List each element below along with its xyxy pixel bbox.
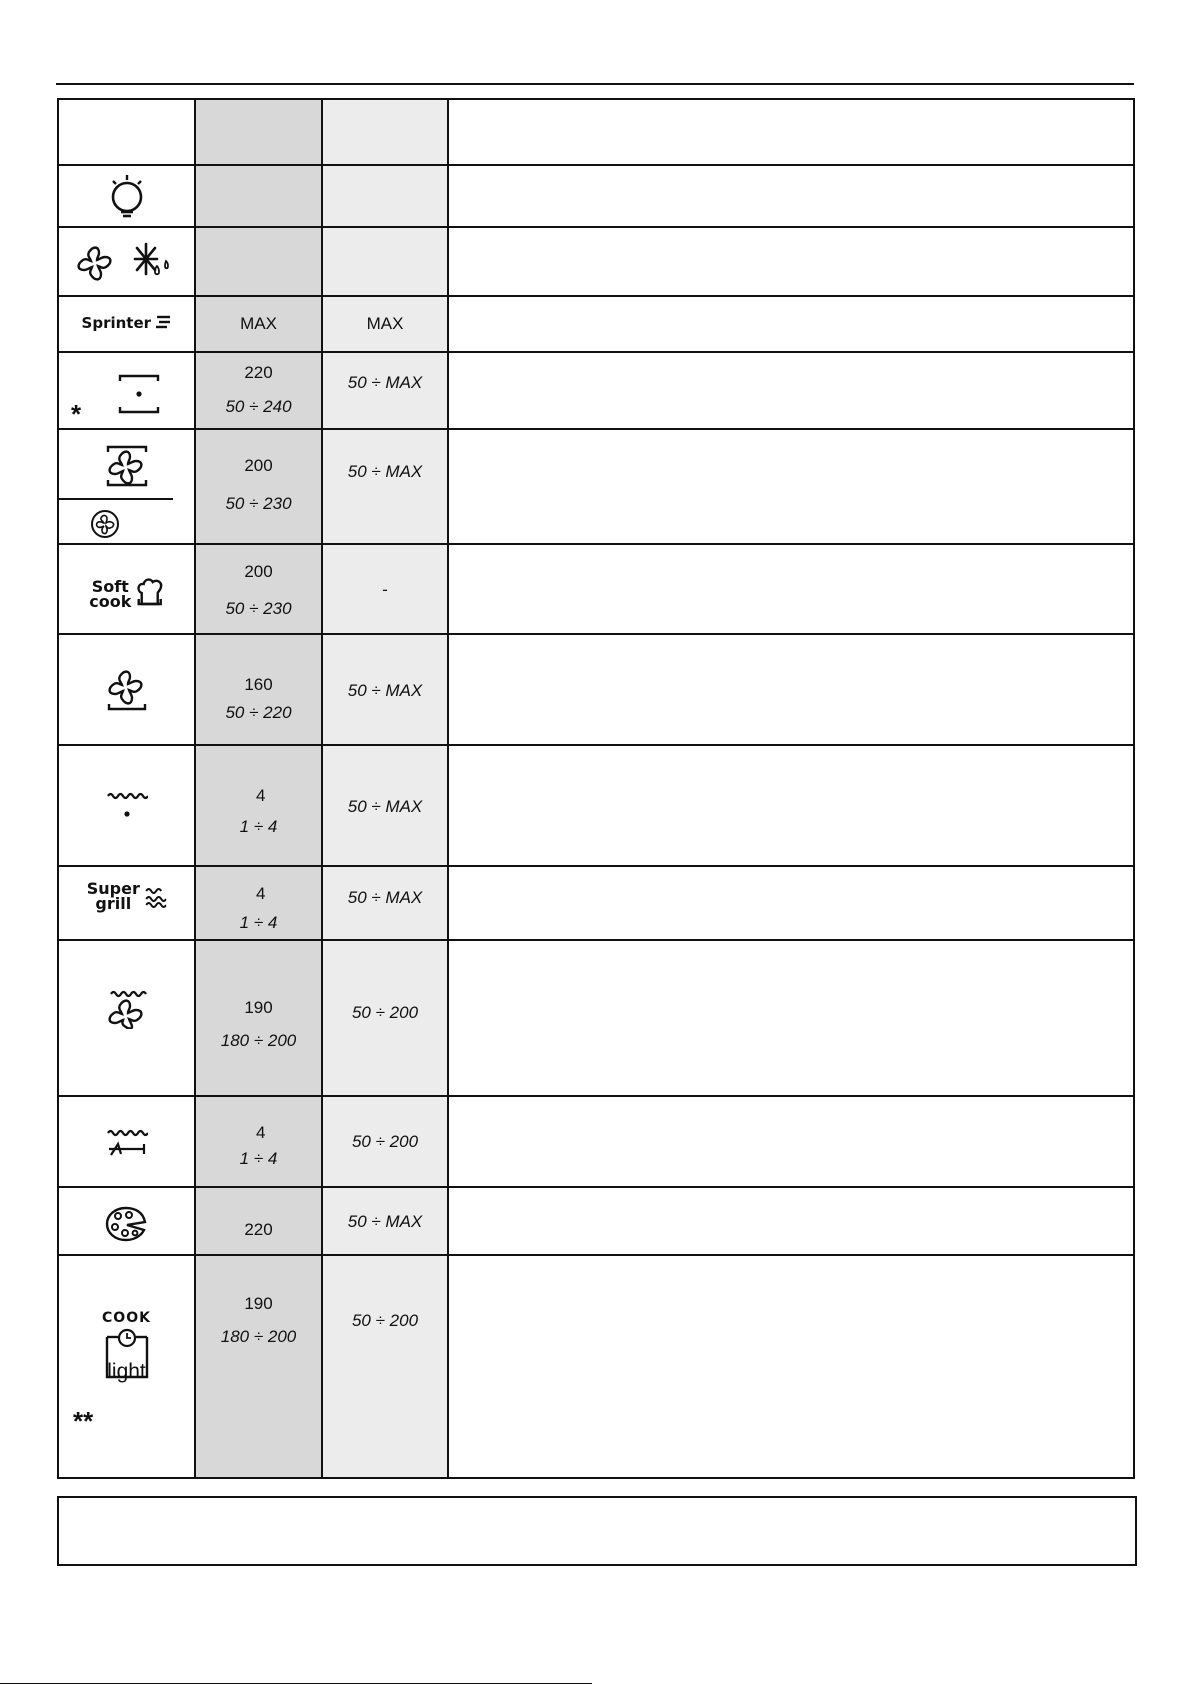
description-cell xyxy=(448,429,1134,544)
table-row xyxy=(58,1187,1134,1255)
chef-hat-icon xyxy=(136,577,164,607)
range-value-cell: 50 ÷ 200 xyxy=(322,1096,448,1187)
fan-bottom-icon xyxy=(107,670,147,712)
function-icon-cell xyxy=(58,1096,195,1187)
range-value-cell: MAX xyxy=(322,296,448,352)
speed-lines-icon xyxy=(155,315,171,329)
table-row xyxy=(58,745,1134,866)
function-icon-cell: COOK light ** xyxy=(58,1255,195,1478)
default-value-cell xyxy=(195,227,322,296)
default-value-cell: MAX xyxy=(195,296,322,352)
table-row-header xyxy=(58,99,1134,165)
default-value-cell xyxy=(195,165,322,227)
description-cell xyxy=(448,1096,1134,1187)
table-row xyxy=(58,352,1134,429)
note-box xyxy=(57,1496,1137,1566)
table-row xyxy=(58,940,1134,1096)
range-value-cell xyxy=(322,227,448,296)
range-value-cell: 50 ÷ MAX xyxy=(322,352,448,429)
table-row xyxy=(58,227,1134,296)
range-value-cell: 50 ÷ 200 xyxy=(322,1255,448,1478)
fan-grill-icon xyxy=(107,989,147,1029)
description-cell xyxy=(448,165,1134,227)
default-value-cell: 200 50 ÷ 230 xyxy=(195,429,322,544)
super-grill-icon: Super grill xyxy=(87,881,167,911)
function-icon-cell xyxy=(58,227,195,296)
table-row xyxy=(58,634,1134,745)
soft-cook-icon: Soft cook xyxy=(89,579,164,609)
function-icon-cell xyxy=(58,745,195,866)
cook-light-icon: COOK light xyxy=(102,1310,151,1383)
fan-defrost-icon xyxy=(77,242,177,284)
rotisserie-icon xyxy=(106,1127,148,1159)
default-value-cell: 4 1 ÷ 4 xyxy=(195,1096,322,1187)
fan-small-icon xyxy=(89,508,121,540)
table-row xyxy=(58,429,1134,544)
description-cell xyxy=(448,1255,1134,1478)
default-value-cell: 4 1 ÷ 4 xyxy=(195,866,322,940)
header-function-cell xyxy=(58,99,195,165)
range-value-cell: 50 ÷ MAX xyxy=(322,745,448,866)
function-icon-cell: * xyxy=(58,352,195,429)
header-description-cell xyxy=(448,99,1134,165)
grill-icon xyxy=(106,790,148,820)
description-cell xyxy=(448,866,1134,940)
header-default-temp-cell xyxy=(195,99,322,165)
pizza-icon xyxy=(105,1206,149,1242)
function-icon-cell xyxy=(58,940,195,1096)
default-value-cell: 4 1 ÷ 4 xyxy=(195,745,322,866)
description-cell xyxy=(448,745,1134,866)
function-icon-cell xyxy=(58,866,195,940)
range-value-cell: 50 ÷ MAX xyxy=(322,1187,448,1255)
table-row xyxy=(58,1096,1134,1187)
function-icon-cell xyxy=(58,296,195,352)
range-value-cell xyxy=(322,165,448,227)
range-value-cell: 50 ÷ MAX xyxy=(322,634,448,745)
function-icon-cell xyxy=(58,634,195,745)
description-cell xyxy=(448,1187,1134,1255)
header-range-cell xyxy=(322,99,448,165)
function-icon-cell xyxy=(58,1187,195,1255)
top-bottom-heat-icon xyxy=(117,373,161,415)
lamp-icon xyxy=(107,174,147,218)
table-row xyxy=(58,296,1134,352)
default-value-cell: 190 180 ÷ 200 xyxy=(195,940,322,1096)
range-value-cell: - xyxy=(322,544,448,634)
range-value-cell: 50 ÷ 200 xyxy=(322,940,448,1096)
default-value-cell: 220 xyxy=(195,1187,322,1255)
description-cell xyxy=(448,634,1134,745)
function-icon-cell xyxy=(58,429,195,544)
table-row xyxy=(58,165,1134,227)
description-cell xyxy=(448,227,1134,296)
table-row xyxy=(58,544,1134,634)
fan-ring-icon xyxy=(103,444,151,488)
default-value-cell: 220 50 ÷ 240 xyxy=(195,352,322,429)
function-icon-cell xyxy=(58,165,195,227)
oven-functions-table xyxy=(57,98,1135,1479)
description-cell xyxy=(448,296,1134,352)
range-value-cell: 50 ÷ MAX xyxy=(322,866,448,940)
default-value-cell: 160 50 ÷ 220 xyxy=(195,634,322,745)
default-value-cell: 200 50 ÷ 230 xyxy=(195,544,322,634)
bottom-rule xyxy=(0,1683,592,1684)
description-cell xyxy=(448,352,1134,429)
icon-divider xyxy=(59,498,173,500)
table-row xyxy=(58,1255,1134,1478)
description-cell xyxy=(448,940,1134,1096)
default-value-cell: 190 180 ÷ 200 xyxy=(195,1255,322,1478)
grill-wave-icon xyxy=(144,881,166,909)
table-row xyxy=(58,866,1134,940)
range-value-cell: 50 ÷ MAX xyxy=(322,429,448,544)
top-rule xyxy=(56,83,1134,85)
description-cell xyxy=(448,544,1134,634)
sprinter-icon: Sprinter xyxy=(82,315,172,333)
function-icon-cell xyxy=(58,544,195,634)
